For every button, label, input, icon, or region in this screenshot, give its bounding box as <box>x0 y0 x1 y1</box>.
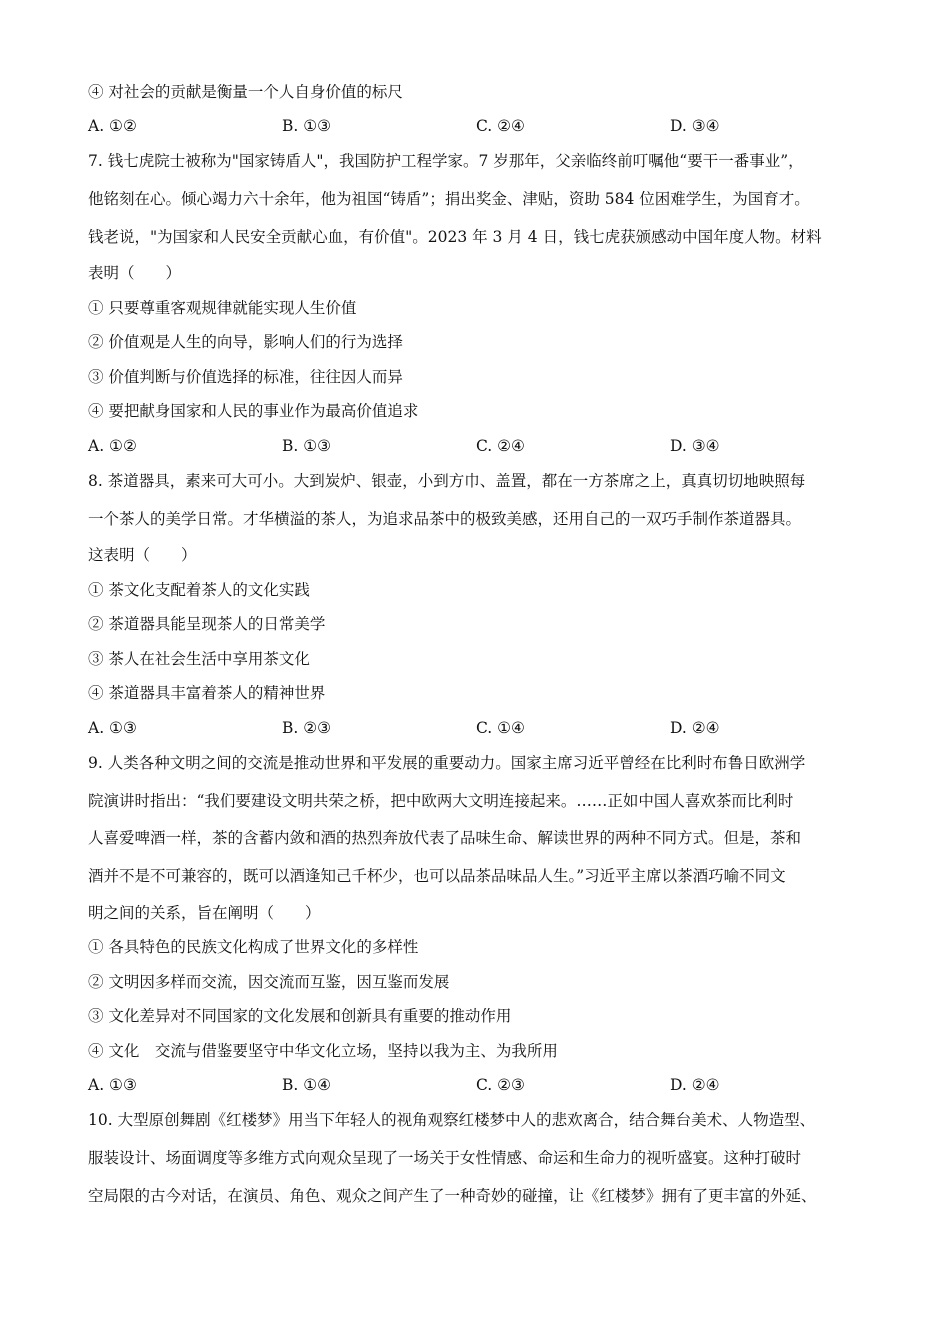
q9-item-2: ② 文明因多样而交流，因交流而互鉴，因互鉴而发展 <box>88 973 450 991</box>
q8-stem-line: 一个茶人的美学日常。才华横溢的茶人，为追求品茶中的极致美感，还用自己的一双巧手制作茶道器具。 <box>88 510 802 528</box>
q7-stem-line: 表明（ ） <box>88 264 182 282</box>
q9-stem-line: 院演讲时指出：“我们要建设文明共荣之桥，把中欧两大文明连接起来。……正如中国人喜欢茶而比利时 <box>88 792 794 810</box>
q7-stem-line: 他铭刻在心。倾心竭力六十余年，他为祖国“铸盾”；捐出奖金、津贴，资助 584 位困难学生，为国育才。 <box>88 190 810 208</box>
q8-stem-line: 这表明（ ） <box>88 546 197 564</box>
q10-stem-line: 10. 大型原创舞剧《红楼梦》用当下年轻人的视角观察红楼梦中人的悲欢离合，结合舞台美术、人物造型、 <box>88 1111 816 1129</box>
q7-option-b: B. ①③ <box>282 437 332 455</box>
q9-item-1: ① 各具特色的民族文化构成了世界文化的多样性 <box>88 938 419 956</box>
q9-option-c: C. ②③ <box>476 1076 525 1094</box>
q9-options <box>88 1075 888 1095</box>
q9-item-3: ③ 文化差异对不同国家的文化发展和创新具有重要的推动作用 <box>88 1007 512 1025</box>
q7-item-2: ② 价值观是人生的向导，影响人们的行为选择 <box>88 333 403 351</box>
q8-item-1: ① 茶文化支配着茶人的文化实践 <box>88 581 310 599</box>
q8-stem-line: 8. 茶道器具，素来可大可小。大到炭炉、银壶，小到方巾、盖置，都在一方茶席之上，真真切切地映照每 <box>88 472 806 490</box>
q6-option-c: C. ②④ <box>476 117 525 135</box>
q7-option-c: C. ②④ <box>476 437 525 455</box>
q6-item-4: ④ 对社会的贡献是衡量一个人自身价值的标尺 <box>88 83 403 101</box>
q10-stem-line: 空局限的古今对话，在演员、角色、观众之间产生了一种奇妙的碰撞，让《红楼梦》拥有了更丰富的外延、 <box>88 1187 817 1205</box>
q8-option-c: C. ①④ <box>476 719 525 737</box>
q6-option-a: A. ①② <box>88 117 137 135</box>
q7-options <box>88 436 888 456</box>
q7-option-d: D. ③④ <box>670 437 720 455</box>
q8-options <box>88 718 888 738</box>
q7-option-a: A. ①② <box>88 437 137 455</box>
q7-item-3: ③ 价值判断与价值选择的标准，往往因人而异 <box>88 368 403 386</box>
q9-stem-line: 9. 人类各种文明之间的交流是推动世界和平发展的重要动力。国家主席习近平曾经在比利时布鲁日欧洲学 <box>88 754 806 772</box>
q9-option-d: D. ②④ <box>670 1076 720 1094</box>
q7-stem-line: 7. 钱七虎院士被称为"国家铸盾人"，我国防护工程学家。7 岁那年，父亲临终前叮嘱他“要干一番事业”， <box>88 152 804 170</box>
q6-option-d: D. ③④ <box>670 117 720 135</box>
q7-item-4: ④ 要把献身国家和人民的事业作为最高价值追求 <box>88 402 419 420</box>
q9-option-a: A. ①③ <box>88 1076 137 1094</box>
q9-stem-line: 酒并不是不可兼容的，既可以酒逢知己千杯少，也可以品茶品味品人生。”习近平主席以茶酒巧喻不同文 <box>88 867 786 885</box>
q8-item-4: ④ 茶道器具丰富着茶人的精神世界 <box>88 684 326 702</box>
q9-stem-line: 明之间的关系，旨在阐明（ ） <box>88 904 321 922</box>
q10-stem-line: 服装设计、场面调度等多维方式向观众呈现了一场关于女性情感、命运和生命力的视听盛宴。这种打破时 <box>88 1149 802 1167</box>
q6-options <box>88 116 888 136</box>
q9-option-b: B. ①④ <box>282 1076 332 1094</box>
q8-item-3: ③ 茶人在社会生活中享用茶文化 <box>88 650 310 668</box>
q6-option-b: B. ①③ <box>282 117 332 135</box>
q8-option-a: A. ①③ <box>88 719 137 737</box>
q9-stem-line: 人喜爱啤酒一样，茶的含蓄内敛和酒的热烈奔放代表了品味生命、解读世界的两种不同方式。但是，茶和 <box>88 829 802 847</box>
q9-item-4: ④ 文化 交流与借鉴要坚守中华文化立场，坚持以我为主、为我所用 <box>88 1042 558 1060</box>
q8-option-b: B. ②③ <box>282 719 332 737</box>
q8-option-d: D. ②④ <box>670 719 720 737</box>
q8-item-2: ② 茶道器具能呈现茶人的日常美学 <box>88 615 326 633</box>
q7-stem-line: 钱老说，"为国家和人民安全贡献心血，有价值"。2023 年 3 月 4 日，钱七虎获颁感动中国年度人物。材料 <box>88 228 822 246</box>
q7-item-1: ① 只要尊重客观规律就能实现人生价值 <box>88 299 357 317</box>
